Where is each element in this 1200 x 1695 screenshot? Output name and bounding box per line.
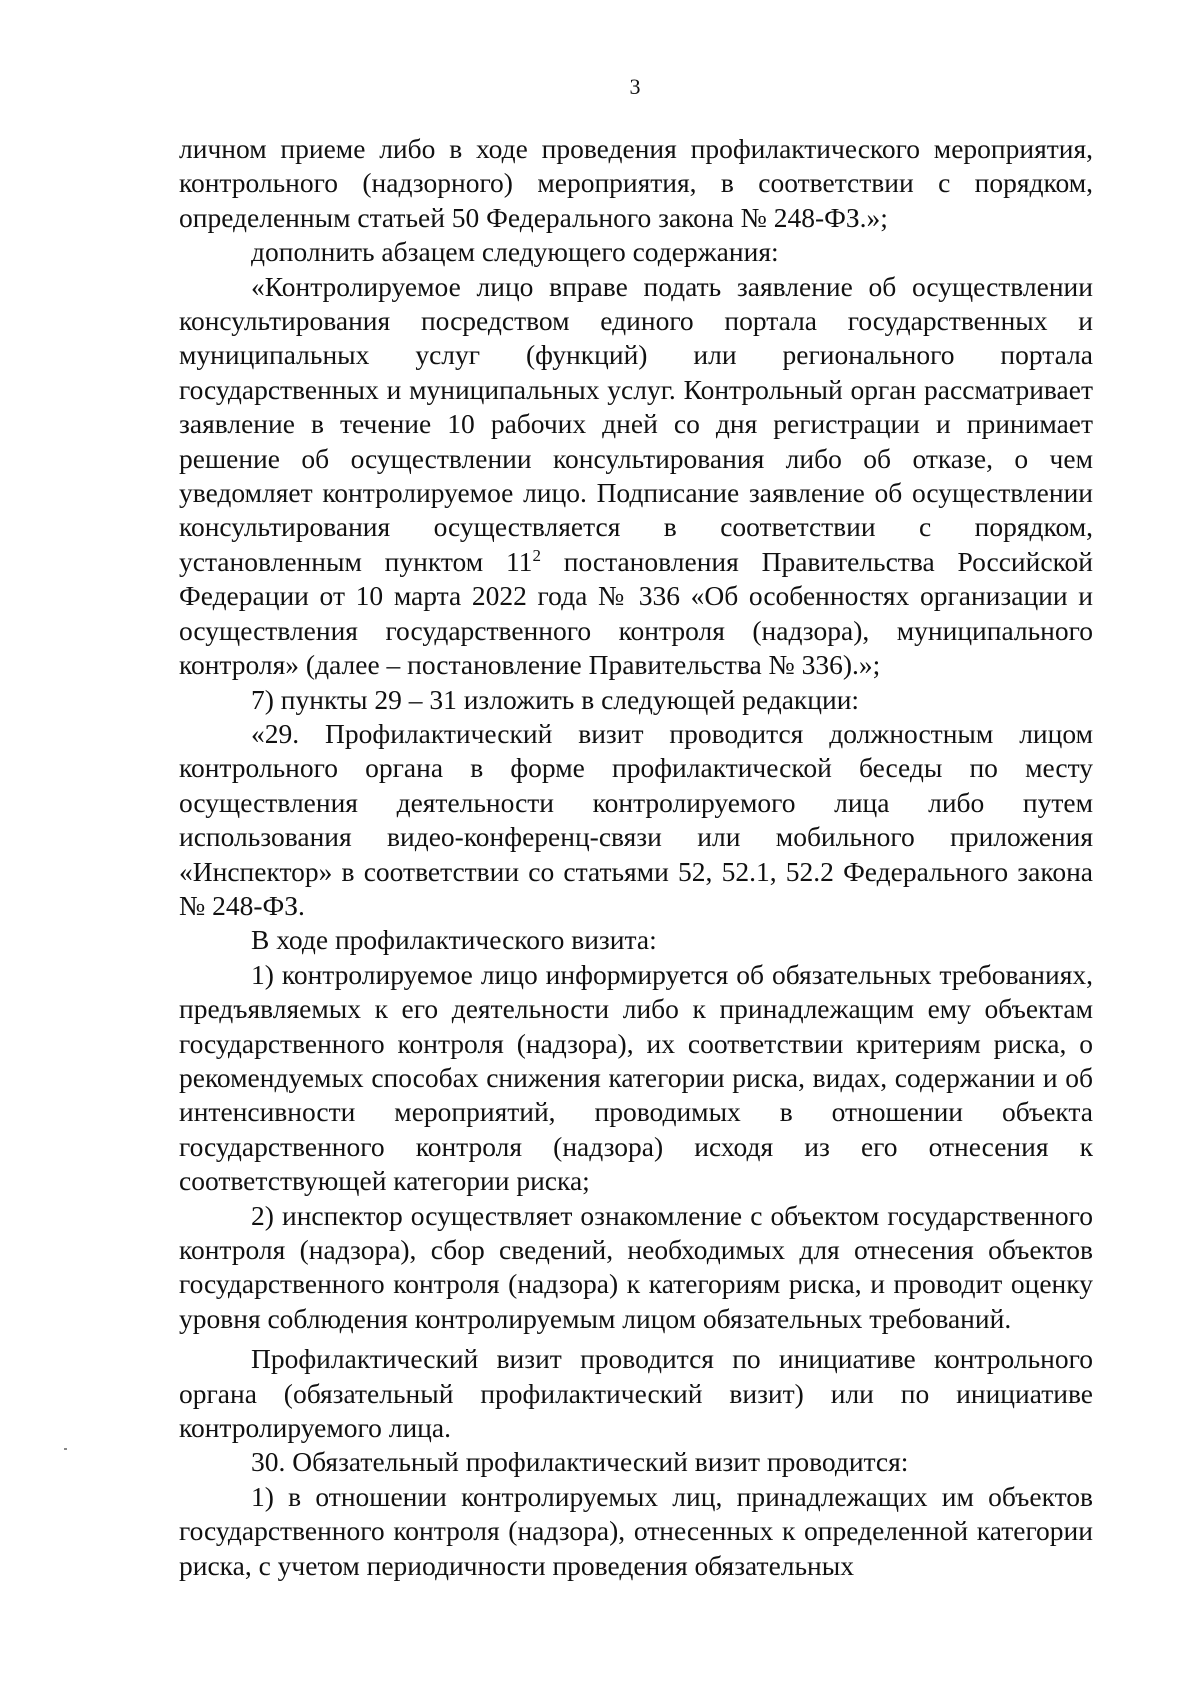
paragraph: В ходе профилактического визита: — [251, 924, 657, 956]
paragraph-text: «Контролируемое лицо вправе подать заявление об осуществлении консультирования посредством единого портала государственных и муниципальных услуг (функций) или регионального портала государственных и муниципальных услуг. Контрольный орган рассматривает заявление в течение 10 рабочих дней со дня регистрации и принимает решение об осуществлении консультирования либо об отказе, о чем уведомляет контролируемое лицо. Подписание заявление об осуществлении консультирования осуществляется в соответствии с порядком, установленным пунктом 11 — [179, 270, 1093, 577]
paragraph: «29. Профилактический визит проводится должностным лицом контрольного органа в форме профилактической беседы по месту осуществления деятельности контролируемого лица либо путем использования видео-конференц-связи или мобильного приложения «Инспектор» в соответствии со статьями 52, 52.1, 52.2 Федерального закона № 248-ФЗ. — [179, 717, 1093, 921]
paragraph — [179, 270, 1093, 683]
paragraph: личном приеме либо в ходе проведения профилактического мероприятия, контрольного (надзорного) мероприятия, в соответствии с порядком, определенным статьей 50 Федерального закона № 248-ФЗ.»; — [179, 133, 1093, 233]
paragraph-text-continued: постановления Правительства Российской Федерации от 10 марта 2022 года № 336 «Об особенностях организации и осуществления государственного контроля (надзора), муниципального контроля» (далее – постановление Правительства № 336).»; — [179, 545, 1093, 681]
paragraph: 1) контролируемое лицо информируется об обязательных требованиях, предъявляемых к его деятельности либо к принадлежащим ему объектам государственного контроля (надзора), их соответствии критериям риска, о рекомендуемых способах снижения категории риска, видах, содержании и об интенсивности мероприятий, проводимых в отношении объекта государственного контроля (надзора) исходя из его отнесения к соответствующей категории риска; — [179, 958, 1093, 1197]
paragraph: 7) пункты 29 – 31 изложить в следующей редакции: — [251, 683, 860, 715]
paragraph: 1) в отношении контролируемых лиц, принадлежащих им объектов государственного контроля (надзора), отнесенных к определенной категории риска, с учетом периодичности проведения обязательных — [179, 1480, 1093, 1581]
paragraph: 30. Обязательный профилактический визит проводится: — [251, 1446, 909, 1478]
paragraph: Профилактический визит проводится по инициативе контрольного органа (обязательный профилактический визит) или по инициативе контролируемого лица. — [179, 1343, 1093, 1444]
superscript: 2 — [532, 545, 541, 565]
paragraph: 2) инспектор осуществляет ознакомление с объектом государственного контроля (надзора), сбор сведений, необходимых для отнесения объектов государственного контроля (надзора) к категориям риска, и проводит оценку уровня соблюдения контролируемым лицом обязательных требований. — [179, 1199, 1093, 1334]
scan-speck — [64, 1448, 67, 1450]
page-number: 3 — [629, 74, 641, 99]
document-body — [179, 132, 1093, 1583]
paragraph: дополнить абзацем следующего содержания: — [251, 236, 779, 268]
